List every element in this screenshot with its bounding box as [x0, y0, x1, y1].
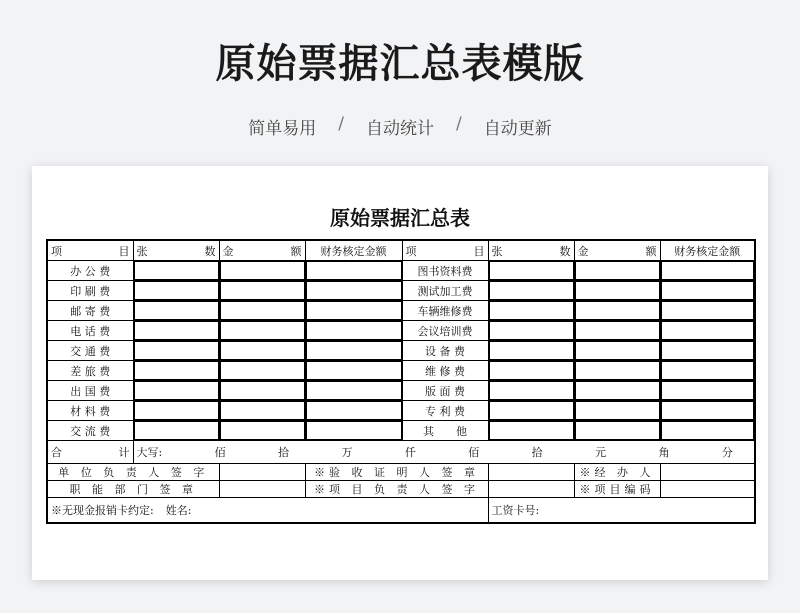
left-amount-field[interactable] [219, 361, 305, 381]
col-header-count: 张 数 [133, 240, 219, 261]
handler-label: ※经 办 人 [574, 464, 660, 481]
name-label: 姓名: [165, 504, 192, 517]
handler-field[interactable] [660, 464, 755, 481]
left-count-field[interactable] [133, 421, 219, 441]
department-seal-field[interactable] [219, 481, 305, 498]
left-count-field[interactable] [133, 261, 219, 281]
item-row [47, 401, 755, 421]
capital-amount-cell[interactable] [133, 441, 755, 464]
left-verified-field[interactable] [305, 301, 402, 321]
capital-label: 大写: [136, 446, 163, 459]
left-verified-field[interactable] [305, 421, 402, 441]
left-amount-field[interactable] [219, 341, 305, 361]
left-amount-field[interactable] [219, 301, 305, 321]
right-count-field[interactable] [488, 421, 574, 441]
right-verified-field[interactable] [660, 421, 755, 441]
right-count-field[interactable] [488, 381, 574, 401]
sheet-title: 原始票据汇总表 [330, 206, 470, 230]
left-item-label: 邮 寄 费 [47, 301, 133, 321]
right-count-field[interactable] [488, 281, 574, 301]
right-amount-field[interactable] [574, 261, 660, 281]
right-item-label: 其 他 [402, 421, 488, 441]
right-amount-field[interactable] [574, 321, 660, 341]
right-verified-field[interactable] [660, 361, 755, 381]
right-item-label: 图书资料费 [402, 261, 488, 281]
footer-row [47, 498, 755, 524]
salary-card-label: 工资卡号: [491, 504, 540, 517]
left-amount-field[interactable] [219, 381, 305, 401]
acceptance-signature-label: ※验 收 证 明 人 签 章 [305, 464, 488, 481]
col-header-item: 项 目 [402, 240, 488, 261]
left-count-field[interactable] [133, 361, 219, 381]
col-header-amount: 金 额 [574, 240, 660, 261]
tag-easy: 简单易用 [248, 119, 317, 139]
left-item-label: 出 国 费 [47, 381, 133, 401]
right-item-label: 测试加工费 [402, 281, 488, 301]
unit-bai: 佰 [468, 446, 480, 459]
tag-auto-stats: 自动统计 [366, 119, 434, 139]
total-row [47, 441, 755, 464]
right-verified-field[interactable] [660, 301, 755, 321]
right-verified-field[interactable] [660, 321, 755, 341]
form-preview-card [32, 166, 768, 580]
page-title: 原始票据汇总表模版 [215, 41, 585, 87]
unit-wan: 万 [341, 446, 353, 459]
left-count-field[interactable] [133, 301, 219, 321]
unit-bai: 佰 [214, 446, 226, 459]
right-amount-field[interactable] [574, 341, 660, 361]
right-verified-field[interactable] [660, 381, 755, 401]
left-item-label: 交 流 费 [47, 421, 133, 441]
left-count-field[interactable] [133, 321, 219, 341]
left-verified-field[interactable] [305, 361, 402, 381]
left-count-field[interactable] [133, 341, 219, 361]
right-verified-field[interactable] [660, 401, 755, 421]
item-row [47, 281, 755, 301]
right-amount-field[interactable] [574, 281, 660, 301]
right-amount-field[interactable] [574, 361, 660, 381]
left-count-field[interactable] [133, 381, 219, 401]
right-count-field[interactable] [488, 301, 574, 321]
signature-row-1 [47, 464, 755, 481]
item-row [47, 381, 755, 401]
left-item-label: 办 公 费 [47, 261, 133, 281]
left-amount-field[interactable] [219, 261, 305, 281]
item-row [47, 361, 755, 381]
signature-row-2 [47, 481, 755, 498]
left-verified-field[interactable] [305, 381, 402, 401]
item-row [47, 421, 755, 441]
item-row [47, 321, 755, 341]
col-header-verified: 财务核定金额 [660, 240, 755, 261]
item-row [47, 301, 755, 321]
unit-fen: 分 [721, 446, 733, 459]
right-count-field[interactable] [488, 321, 574, 341]
right-item-label: 车辆维修费 [402, 301, 488, 321]
tag-separator: / [338, 114, 344, 134]
item-row [47, 261, 755, 281]
left-amount-field[interactable] [219, 401, 305, 421]
feature-tags [0, 114, 800, 139]
header-row [47, 240, 755, 261]
right-item-label: 设 备 费 [402, 341, 488, 361]
right-amount-field[interactable] [574, 421, 660, 441]
unit-jiao: 角 [658, 446, 670, 459]
unit-shi: 拾 [278, 446, 290, 459]
right-item-label: 专 利 费 [402, 401, 488, 421]
left-verified-field[interactable] [305, 401, 402, 421]
tag-separator: / [456, 114, 462, 134]
col-header-count: 张 数 [488, 240, 574, 261]
right-verified-field[interactable] [660, 261, 755, 281]
department-seal-label: 职 能 部 门 签 章 [47, 481, 219, 498]
unit-shi: 拾 [531, 446, 543, 459]
right-amount-field[interactable] [574, 381, 660, 401]
right-verified-field[interactable] [660, 341, 755, 361]
total-label: 合 计 [47, 441, 133, 464]
salary-card-cell[interactable] [488, 498, 755, 524]
right-amount-field[interactable] [574, 401, 660, 421]
col-header-verified: 财务核定金额 [305, 240, 402, 261]
unit-qian: 仟 [404, 446, 416, 459]
left-item-label: 电 话 费 [47, 321, 133, 341]
left-item-label: 差 旅 费 [47, 361, 133, 381]
right-item-label: 会议培训费 [402, 321, 488, 341]
right-item-label: 维 修 费 [402, 361, 488, 381]
unit-head-signature-field[interactable] [219, 464, 305, 481]
unit-yuan: 元 [595, 446, 607, 459]
cashless-note: ※无现金报销卡约定: [51, 504, 154, 517]
left-count-field[interactable] [133, 401, 219, 421]
right-count-field[interactable] [488, 261, 574, 281]
unit-head-signature-label: 单 位 负 责 人 签 字 [47, 464, 219, 481]
right-count-field[interactable] [488, 361, 574, 381]
right-item-label: 版 面 费 [402, 381, 488, 401]
project-lead-signature-label: ※项 目 负 责 人 签 字 [305, 481, 488, 498]
left-amount-field[interactable] [219, 421, 305, 441]
acceptance-signature-field[interactable] [488, 464, 574, 481]
right-count-field[interactable] [488, 341, 574, 361]
project-code-field[interactable] [660, 481, 755, 498]
tag-auto-update: 自动更新 [483, 119, 552, 139]
left-verified-field[interactable] [305, 281, 402, 301]
left-count-field[interactable] [133, 281, 219, 301]
left-verified-field[interactable] [305, 321, 402, 341]
right-amount-field[interactable] [574, 301, 660, 321]
col-header-amount: 金 额 [219, 240, 305, 261]
left-verified-field[interactable] [305, 261, 402, 281]
right-count-field[interactable] [488, 401, 574, 421]
project-lead-signature-field[interactable] [488, 481, 574, 498]
item-row [47, 341, 755, 361]
left-item-label: 材 料 费 [47, 401, 133, 421]
project-code-label: ※项目编码 [574, 481, 660, 498]
left-item-label: 印 刷 费 [47, 281, 133, 301]
left-item-label: 交 通 费 [47, 341, 133, 361]
footer-note-cell [47, 498, 488, 524]
left-amount-field[interactable] [219, 321, 305, 341]
right-verified-field[interactable] [660, 281, 755, 301]
receipt-summary-table [46, 239, 756, 524]
left-amount-field[interactable] [219, 281, 305, 301]
col-header-item: 项 目 [47, 240, 133, 261]
left-verified-field[interactable] [305, 341, 402, 361]
